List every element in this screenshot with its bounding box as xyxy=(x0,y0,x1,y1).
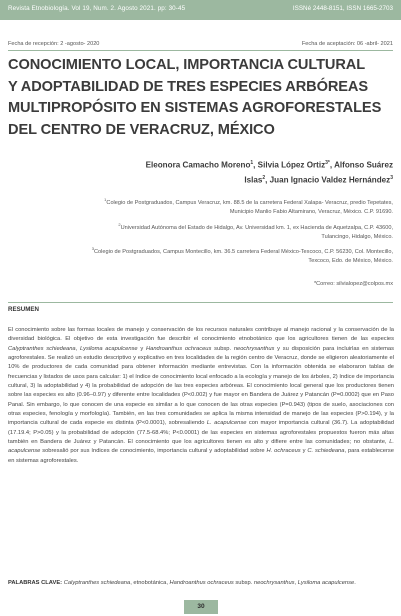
received-date: Fecha de recepción: 2 -agosto- 2020 xyxy=(8,41,100,47)
species-name: C. schiedeana xyxy=(307,448,345,455)
affiliation-text: Colegio de Postgraduados, Campus Veracruz, km. 88.5 de la carretera Federal Xalapa- Veracruz, predio Tepetates, xyxy=(106,199,393,206)
issn: ISSNé 2448-8151, ISSN 1665-2703 xyxy=(292,5,393,12)
species-name: Lysiloma acapulcense xyxy=(79,345,138,352)
abstract-body xyxy=(8,326,394,466)
keyword: neochrysanthus xyxy=(253,580,295,586)
keyword: Lysiloma acapulcense xyxy=(297,580,355,586)
journal-header-bar xyxy=(0,0,401,20)
affiliation-text: Municipio Manlio Fabio Altamirano, Veracruz, México. C.P. 91690. xyxy=(229,209,393,216)
author-affiliation-mark: 1 xyxy=(250,160,254,166)
affiliation-mark: 2 xyxy=(118,222,121,227)
abstract-paragraph: El conocimiento sobre las formas locales de manejo y conservación de los recursos naturales contribuye al manejo racional y la conservación de la diversidad biológica. El objetivo de esta investigación fue describir el conocimiento etnobotánico que los agricultores tienen de las especies Calyptranthes schiedeana, Lysiloma acapulcense y Handroanthus ochraceus subsp. neochrysanthus y su disposición para incluirlas en sistemas agroforestales. Se realizó un estudio descriptivo y explicativo en tres localidades de la región centro de Veracruz, donde se eligieron aleatoriamente el 10% de productores de cada comunidad para obtener información mediante entrevistas. Con la información obtenida se elaboraron tablas de frecuencias y listados de usos para calcular: 1) el índice de conocimiento local enfocado a la ecología y manejo de los árboles, 2) índice de importancia cultural, 3) la adoptabilidad y 4) la probabilidad de adopción de las tres especies arbóreas. El conocimiento local general que los productores tienen sobre las especies es alto (0.96–0.97) y diferente entre localidades (P<0.002) y fue mayor en Bandera de Juárez y Patancán (P=0.0002) que en Paso Panal. Sin embargo, lo que conocen de una especie es similar a lo que conocen de las otras especies (P=0.943) (tipos de suelo, asociaciones con otras especies, fenología y morfología). También, en las tres comunidades se aplica la misma intensidad de manejo de las especies (P>0.194), y la importancia cultural de cada especie es distinta (P<0.0001), sobresaliendo L. acapulcense con mayor importancia cultural (36.7). La adoptabilidad (17.19.4; P>0.05) y la probabilidad de adopción (77.5-68.4%; P<0.0001) de las especies en sistemas agroforestales propuestos fueron más altas también en Bandera de Juárez y Patancán. El conocimiento que los agricultores tienen es alto y difiere entre las comunidades; no obstante, L. acapulcense sobresalió por sus índices de conocimiento, importancia cultural y adoptabilidad sobre H. ochraceus y C. schiedeana, para establecerse en sistemas agroforestales. xyxy=(8,327,395,464)
species-name: neochrysanthus xyxy=(233,345,275,352)
author-affiliation-mark: 2 xyxy=(262,174,266,181)
page-number: 30 xyxy=(184,600,218,614)
affiliation-text: Colegio de Postgraduados, Campus Montecillo, km. 36.5 carretera Federal México-Texcoco, C.P. 56230, Col. Montecillo, xyxy=(94,248,393,255)
species-name: Calyptranthes schiedeana xyxy=(8,345,76,352)
keywords-label: PALABRAS CLAVE: xyxy=(8,580,63,586)
title-line: MULTIPROPÓSITO EN SISTEMAS AGROFORESTALES xyxy=(8,100,382,116)
affiliation-mark: 3 xyxy=(91,246,94,251)
author-name: Alfonso Suárez Islas xyxy=(244,160,393,185)
author-name: Eleonora Camacho Moreno xyxy=(145,160,251,170)
title-line: CONOCIMIENTO LOCAL, IMPORTANCIA CULTURAL xyxy=(8,57,366,73)
affiliation-2 xyxy=(53,220,393,243)
submission-dates xyxy=(8,41,393,51)
author-affiliation-mark: 3 xyxy=(390,174,393,181)
affiliation-text: Universidad Autónoma del Estado de Hidalgo, Av. Universidad km. 1, ex Hacienda de Aquetzalpa, C.P. 43600, xyxy=(120,224,393,231)
keyword: Calyptranthes schiedeana xyxy=(63,580,131,586)
journal-citation: Revista Etnobiología. Vol 19, Num. 2. Agosto 2021. pp: 30-45 xyxy=(8,5,186,12)
author-affiliation-mark: 3* xyxy=(325,160,330,166)
affiliation-1 xyxy=(53,195,393,218)
author-name: Silvia López Ortiz xyxy=(257,160,326,170)
species-name: Handroanthus ochraceus xyxy=(145,345,212,352)
affiliation-3 xyxy=(53,244,393,267)
accepted-date: Fecha de aceptación: 06 -abril- 2021 xyxy=(301,41,393,47)
article-title xyxy=(8,55,398,141)
affiliation-text: Texcoco, Edo. de México, México. xyxy=(308,258,393,265)
keywords: PALABRAS CLAVE: Calyptranthes schiedeana, etnobotánica, Handroanthus ochraceus subsp. neochrysanthus, Lysiloma acapulcense. xyxy=(8,580,356,586)
affiliation-text: Tulancingo, Hidalgo, México. xyxy=(321,234,393,241)
affiliation-mark: 1 xyxy=(104,197,107,202)
species-name: L. acapulcense xyxy=(8,439,394,455)
author-list: Eleonora Camacho Moreno$^1$, Silvia López Ortiz$^{3*}$, Alfonso Suárez Islas$^2$, Juan Ignacio Valdez Hernández$^3$ xyxy=(145,160,393,185)
species-name: H. ochraceus xyxy=(266,448,301,455)
species-name: L. acapulcense xyxy=(206,420,247,427)
title-line: Y ADOPTABILIDAD DE TRES ESPECIES ARBÓREAS xyxy=(8,78,368,95)
author-name: Juan Ignacio Valdez Hernández xyxy=(269,175,391,185)
corresponding-email: *Correo: silvialopez@colpos.mx xyxy=(313,281,393,287)
keyword: Handroanthus ochraceus xyxy=(169,580,234,586)
title-line: DEL CENTRO DE VERACRUZ, MÉXICO xyxy=(8,121,275,138)
abstract-heading: RESUMEN xyxy=(8,302,393,312)
